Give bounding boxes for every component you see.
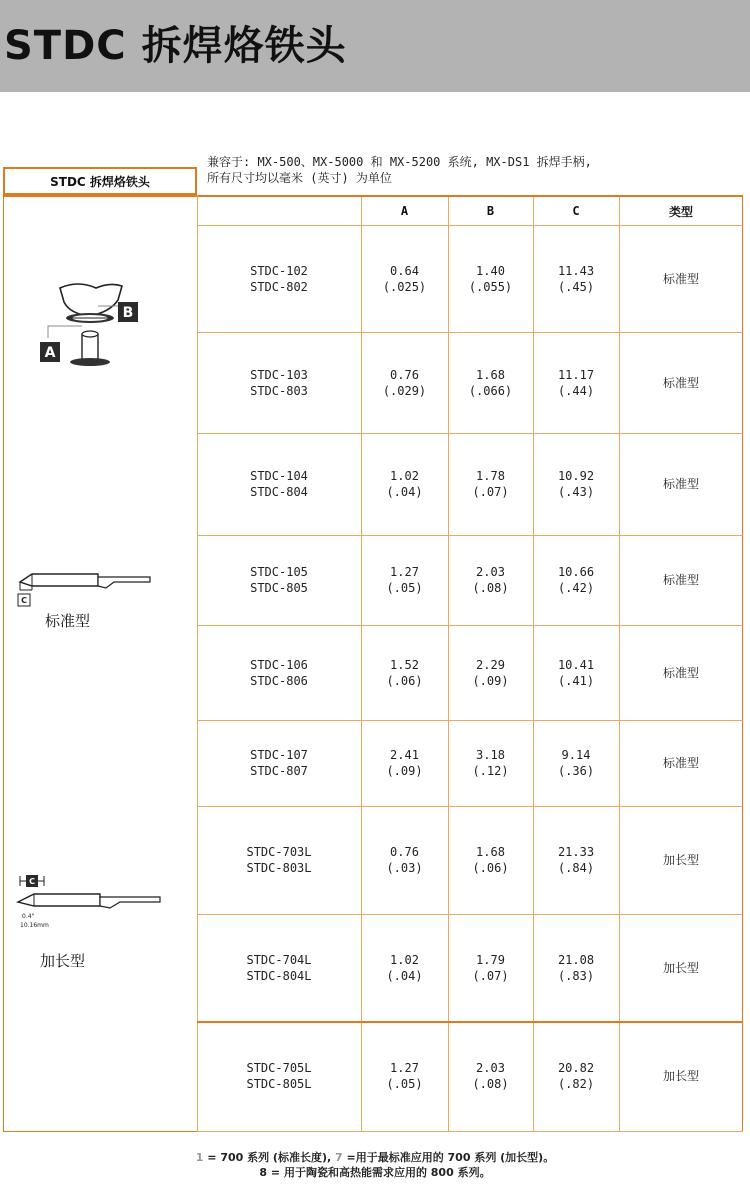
dim-c-cell [533, 332, 619, 433]
extended-tip-diagram [14, 872, 164, 932]
extended-type-label: 加长型 [40, 952, 86, 970]
type-cell [619, 914, 743, 1021]
part-number-cell-line: STDC-107 [250, 748, 308, 762]
part-number-cell [197, 433, 361, 535]
type-cell [619, 806, 743, 914]
standard-type-label: 标准型 [45, 612, 91, 630]
part-number-cell-line: STDC-102 [250, 263, 308, 278]
dim-a-cell-line: 0.76 [390, 845, 419, 859]
part-number-cell-line: STDC-803L [246, 861, 312, 875]
dim-b-cell-line: (.08) [472, 1077, 509, 1091]
dim-b-cell-line: (.066) [468, 383, 513, 398]
part-number-cell-line: STDC-705L [246, 1061, 312, 1075]
dim-c-cell [533, 720, 619, 806]
dim-b-cell [448, 332, 533, 433]
dim-a-cell [361, 225, 448, 332]
dim-c-cell-line: (.45) [557, 279, 595, 294]
dim-b-cell-line: 1.68 [476, 367, 505, 382]
dim-b-cell [448, 1021, 533, 1131]
dim-c-cell-line: (.84) [557, 861, 595, 875]
dim-a-cell-line: (.05) [386, 1077, 423, 1091]
type-cell-line: 标准型 [662, 477, 699, 491]
footnote-line-2: 8 = 用于陶瓷和高热能需求应用的 800 系列。 [259, 1166, 491, 1179]
part-number-cell-line: STDC-104 [250, 469, 308, 483]
dim-b-cell-line: (.08) [472, 581, 509, 595]
footnote-line-1 [0, 1149, 750, 1165]
part-number-cell-line: STDC-704L [246, 952, 312, 967]
dim-b-cell-line: (.055) [468, 279, 513, 294]
dim-b-cell-line: 2.29 [476, 657, 505, 672]
compat-line-1: 兼容于: MX-500、MX-5000 和 MX-5200 系统, MX-DS1 拆焊手柄, [207, 155, 592, 169]
dim-a-cell [361, 332, 448, 433]
part-number-cell-line: STDC-804L [246, 968, 312, 983]
part-number-cell-line: STDC-805 [250, 581, 308, 595]
tip-cross-section-diagram [38, 278, 158, 378]
header-a: A [400, 204, 409, 218]
part-number-cell-line: STDC-804 [250, 485, 308, 499]
part-number-cell-line: STDC-806 [250, 673, 308, 688]
dim-a-cell [361, 625, 448, 720]
part-number-cell [197, 625, 361, 720]
footnote-text-7: =用于最标准应用的 700 系列 (加长型)。 [342, 1151, 555, 1164]
dim-c-cell [533, 625, 619, 720]
dim-c-cell [533, 225, 619, 332]
type-cell-line: 标准型 [662, 573, 699, 587]
type-cell [619, 225, 743, 332]
part-number-cell-line: STDC-803 [250, 383, 308, 398]
part-number-cell [197, 535, 361, 625]
dim-b-cell-line: 2.03 [476, 565, 505, 579]
dim-a-cell-line: (.05) [386, 581, 423, 595]
dim-b-cell-line: 3.18 [476, 748, 505, 762]
type-cell-line: 加长型 [662, 960, 699, 975]
dim-a-cell-line: 1.02 [390, 952, 419, 967]
section-label: STDC 拆焊烙铁头 [3, 167, 197, 195]
part-number-cell [197, 720, 361, 806]
type-cell [619, 1021, 743, 1131]
dim-a-cell-line: (.06) [386, 673, 423, 688]
dim-b-cell-line: 2.03 [476, 1061, 505, 1075]
dim-b-cell-line: 1.68 [476, 845, 505, 859]
part-number-cell-line: STDC-105 [250, 565, 308, 579]
dim-a-cell-line: 1.02 [390, 469, 419, 483]
type-cell-line: 标准型 [662, 665, 699, 680]
dim-a-cell-line: (.04) [386, 968, 423, 983]
dim-a-cell-line: 1.27 [390, 1061, 419, 1075]
header-type: 类型 [668, 204, 693, 219]
type-cell-line: 标准型 [662, 271, 699, 286]
grid-hline [197, 1131, 743, 1132]
dim-a-cell-line: 0.64 [390, 263, 419, 278]
part-number-cell-line: STDC-106 [250, 657, 308, 672]
dim-c-cell-line: 21.33 [557, 845, 595, 859]
type-cell-line: 加长型 [662, 853, 699, 867]
dim-c-cell-line: 20.82 [557, 1061, 595, 1075]
dim-b-cell-line: (.07) [472, 485, 509, 499]
dim-b-cell [448, 806, 533, 914]
header-c: C [572, 204, 580, 218]
dim-a-cell-line: 0.76 [390, 367, 419, 382]
standard-tip-diagram [14, 568, 154, 608]
compat-line-2: 所有尺寸均以毫米 (英寸) 为单位 [207, 171, 392, 185]
dim-c-cell-line: 11.17 [557, 367, 595, 382]
type-cell [619, 535, 743, 625]
dim-a-cell [361, 720, 448, 806]
dim-c-cell [533, 535, 619, 625]
dim-c-cell-line: (.43) [557, 485, 595, 499]
dim-b-cell [448, 625, 533, 720]
dim-b-cell-line: 1.40 [476, 263, 505, 278]
dim-c-cell-line: 21.08 [557, 952, 595, 967]
dim-c-cell-line: 9.14 [561, 748, 591, 762]
dim-c-cell [533, 433, 619, 535]
compatibility-note [207, 154, 592, 186]
standard-dim-c: C [21, 596, 27, 605]
dim-b-cell-line: 1.78 [476, 469, 505, 483]
part-number-cell-line: STDC-703L [246, 845, 312, 859]
part-number-cell-line: STDC-807 [250, 764, 308, 778]
dim-a-cell-line: (.029) [382, 383, 427, 398]
dim-a-cell-line: 2.41 [390, 748, 419, 762]
dim-c-cell-line: (.44) [557, 383, 595, 398]
part-number-cell [197, 914, 361, 1021]
page-title: STDC 拆焊烙铁头 [4, 23, 347, 69]
dim-c-cell-line: (.41) [557, 673, 595, 688]
dim-a-cell [361, 914, 448, 1021]
header-b: B [486, 204, 495, 218]
footnote-num-1: 1 [195, 1151, 204, 1164]
dim-c-cell-line: 10.66 [557, 565, 595, 579]
extended-note-1: 0.4" [22, 913, 35, 920]
dim-b-cell [448, 535, 533, 625]
dim-b-cell-line: (.12) [472, 764, 509, 778]
dim-a-cell-line: (.025) [382, 279, 427, 294]
extended-dim-c: C [29, 877, 35, 886]
dim-b-cell [448, 225, 533, 332]
extended-note-2: 10.16mm [20, 922, 49, 929]
type-cell-line: 标准型 [662, 756, 699, 770]
dim-a-cell [361, 806, 448, 914]
label-a: A [44, 345, 56, 361]
dim-a-cell-line: 1.52 [390, 657, 419, 672]
dim-a-cell-line: 1.27 [390, 565, 419, 579]
dim-c-cell-line: 10.92 [557, 469, 595, 483]
dim-c-cell [533, 1021, 619, 1131]
dim-b-cell-line: (.07) [472, 968, 509, 983]
dim-c-cell [533, 914, 619, 1021]
dim-a-cell [361, 433, 448, 535]
dim-c-cell [533, 806, 619, 914]
part-number-cell-line: STDC-103 [250, 367, 308, 382]
dim-b-cell-line: (.09) [472, 673, 509, 688]
dim-c-cell-line: (.82) [557, 1077, 595, 1091]
dim-b-cell [448, 914, 533, 1021]
dim-a-cell [361, 535, 448, 625]
dim-a-cell-line: (.09) [386, 764, 423, 778]
part-number-cell [197, 806, 361, 914]
type-cell [619, 433, 743, 535]
footnote-text-1: = 700 系列 (标准长度), [203, 1151, 335, 1164]
dim-c-cell-line: 11.43 [557, 263, 595, 278]
dim-b-cell-line: (.06) [472, 861, 509, 875]
dim-c-cell-line: 10.41 [557, 657, 595, 672]
dim-c-cell-line: (.36) [557, 764, 595, 778]
type-cell [619, 720, 743, 806]
dim-b-cell [448, 720, 533, 806]
dim-a-cell-line: (.04) [386, 485, 423, 499]
dim-b-cell [448, 433, 533, 535]
label-b: B [122, 305, 134, 321]
type-cell-line: 标准型 [662, 375, 699, 390]
part-number-cell [197, 332, 361, 433]
dim-b-cell-line: 1.79 [476, 952, 505, 967]
dim-a-cell [361, 1021, 448, 1131]
part-number-cell-line: STDC-805L [246, 1077, 312, 1091]
footnote-num-7: 7 [335, 1151, 343, 1164]
part-number-cell-line: STDC-802 [250, 279, 308, 294]
type-cell [619, 332, 743, 433]
dim-c-cell-line: (.83) [557, 968, 595, 983]
dim-c-cell-line: (.42) [557, 581, 595, 595]
type-cell [619, 625, 743, 720]
dim-a-cell-line: (.03) [386, 861, 423, 875]
part-number-cell [197, 1021, 361, 1131]
type-cell-line: 加长型 [662, 1069, 699, 1083]
header-part [197, 197, 361, 225]
part-number-cell [197, 225, 361, 332]
